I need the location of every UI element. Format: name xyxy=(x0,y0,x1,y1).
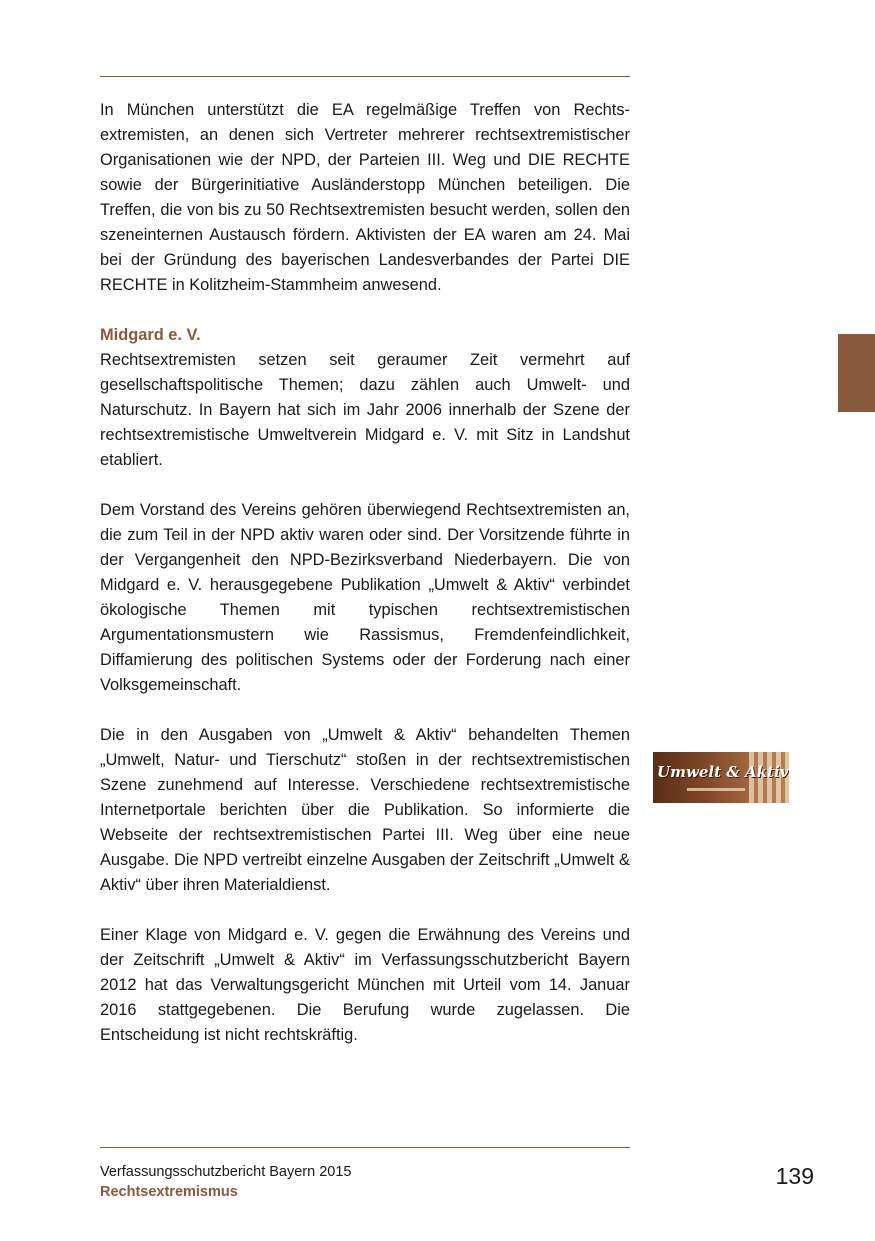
main-text-column xyxy=(100,98,630,1048)
paragraph-midgard-board: Dem Vorstand des Vereins gehören überwiegend Rechtsextremisten an, die zum Teil in der NPD aktiv waren oder sind. Der Vorsitzende führte in der Vergangenheit den NPD-Bezirksverband Niederbayern. Die von Midgard e. V. herausgegebene Publikation „Umwelt & Aktiv“ verbindet ökologische Themen mit typischen rechtsextremistischen Argumentationsmustern wie Rassismus, Fremdenfeindlichkeit, Diffamierung des politischen Systems oder der Forderung nach einer Volksgemeinschaft. xyxy=(100,501,630,694)
bottom-rule xyxy=(100,1147,630,1148)
section-heading-midgard: Midgard e. V. xyxy=(100,326,201,344)
umwelt-aktiv-cover-image xyxy=(653,752,789,803)
paragraph-ea-meetings: In München unterstützt die EA regelmäßige Treffen von Rechtsextremisten, an denen sich Vertreter mehrerer rechtsextremistischer Organisationen wie der NPD, der Parteien III. Weg und DIE RECHTE sowie der Bürgerinitiative Ausländerstopp München beteiligen. Die Treffen, die von bis zu 50 Rechtsextremisten besucht werden, sollen den szeneinternen Austausch fördern. Aktivisten der EA waren am 24. Mai bei der Gründung des bayerischen Landesverbandes der Partei DIE RECHTE in Kolitzheim-Stammheim anwesend. xyxy=(100,101,630,294)
cover-subtitle-strip xyxy=(687,788,745,791)
paragraph-umwelt-aktiv-topics: Die in den Ausgaben von „Umwelt & Aktiv“ behandelten Themen „Umwelt, Natur- und Tierschutz“ stoßen in der rechtsextremistischen Szene zunehmend auf Interesse. Verschiedene rechtsextremistische Internetportale berichten über die Publikation. So informierte die Webseite der rechtsextremistischen Partei III. Weg über eine neue Ausgabe. Die NPD vertreibt einzelne Ausgaben der Zeitschrift „Umwelt & Aktiv“ über ihren Materialdienst. xyxy=(100,726,630,894)
footer-publication: Verfassungsschutzbericht Bayern 2015 xyxy=(100,1164,352,1180)
top-rule xyxy=(100,76,630,77)
paragraph-court-ruling: Einer Klage von Midgard e. V. gegen die Erwähnung des Vereins und der Zeitschrift „Umwelt & Aktiv“ im Verfassungsschutzbericht Bayern 2012 hat das Verwaltungsgericht München mit Urteil vom 14. Januar 2016 stattgegebenen. Die Berufung wurde zugelassen. Die Entscheidung ist nicht rechtskräftig. xyxy=(100,926,630,1044)
chapter-tab-marker xyxy=(838,334,875,412)
page-number: 139 xyxy=(775,1163,814,1189)
paragraph-midgard-intro: Rechtsextremisten setzen seit geraumer Zeit vermehrt auf gesellschaftspolitische Themen; dazu zählen auch Umwelt- und Naturschutz. In Bayern hat sich im Jahr 2006 innerhalb der Szene der rechtsextremistische Umweltverein Midgard e. V. mit Sitz in Landshut etabliert. xyxy=(100,351,630,469)
footer-section: Rechtsextremismus xyxy=(100,1184,238,1200)
cover-title: Umwelt & Aktiv xyxy=(657,763,789,781)
